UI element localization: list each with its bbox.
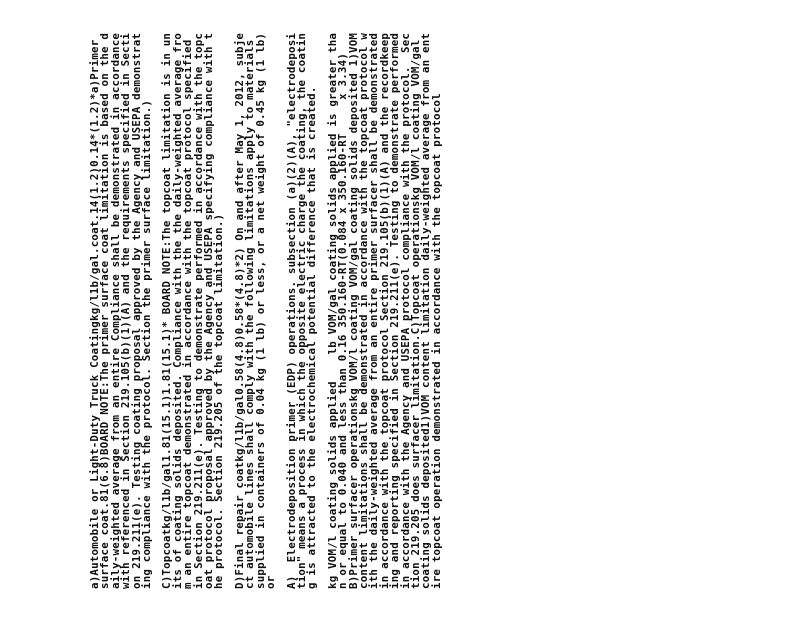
rotated-text-block [88,26,710,589]
paragraph-topcoat: C)Topcoatkg/l1b/gal1.81(15.1)1.81(15.1)* BOARD NOTE:The topcoat limitation is in units of coating solids deposited. Compliance with the the daily-weighted average from an entire topcoat demonstrated in accordance with the topcoat protocol specified in Section 219.211(e). Testing to demonstrate performed in accordance with the topcoat protocol proposal approved by the Agency and USEPA specifying compliance with the protocol. Section 219.205 of the topcoat limitation.) [160,32,226,589]
paragraph-electrodeposition: A) Electrodeposition primer (EDP) operations. subsection (a)(2)(A), "electrodeposition" means a process in which the opposite electric charge the coating, the coating is attracted to the electrochemical potential difference that is created. [284,32,319,589]
paragraph-final-repair: D)Final repair coatkg/l1b/gal0.58(4.8)0.58*(4.8)*2) On and after May 1, 2012, subject automobile lines shall comply with the following limitations apply to materials supplied in containers of 0.04 kg (1 lb) or less, or a net weight of 0.45 kg (1 lb) or [232,26,278,589]
paragraph-automobile-primer: a)Automobile or Light-Duty Truck Coatingkg/l1b/gal.coat.14(1.2)0.14*(1.2)*a)Primer surface coat.81(6.8)BOARD NOTE:The primer surface coat limitation is based on the daily-weighted average from an entire Compliance shall be demonstrated in accordance with referenced in Section 219.105(b)(1)(A) and the requirements specified in Section 219.211(e). Testing coating proposal approved by the Agency and USEPA demonstrating compliance with the protocol. Section the primer surface limitation.) [88,26,154,589]
paragraph-voc-limits: kg VOM/l coating solids applied lb VOM/gal coating solids applied is greater than or equal to 0.040 and less than 0.16 350.160-RT(0.084 x 350.160-RT x 3.34) B)Primer surfacer operationskg VOM/l coating VOM/gal coating solids deposited 1)VOM content limitations shall be demonstrated in accordance with the topcoat protocol with the daily-weighted average from an entire primer surfacer shall be demonstrated in accordance with the topcoat protocol Section 219.105(b)(1)(A) and the recordkeeping and reporting specified in Section 219.211(e). Testing to demonstrate performed in accordance with the Agency and USEPA protocol compliance with the protocol. Section 219.205 does surfacer limitation.C)Topcoat operationskg VOM/l coating VOM/gal coating solids deposited1)VOM content limitation daily-weighted average from an entire topcoat operation demonstrated in accordance with the topcoat protocol [325,26,443,589]
